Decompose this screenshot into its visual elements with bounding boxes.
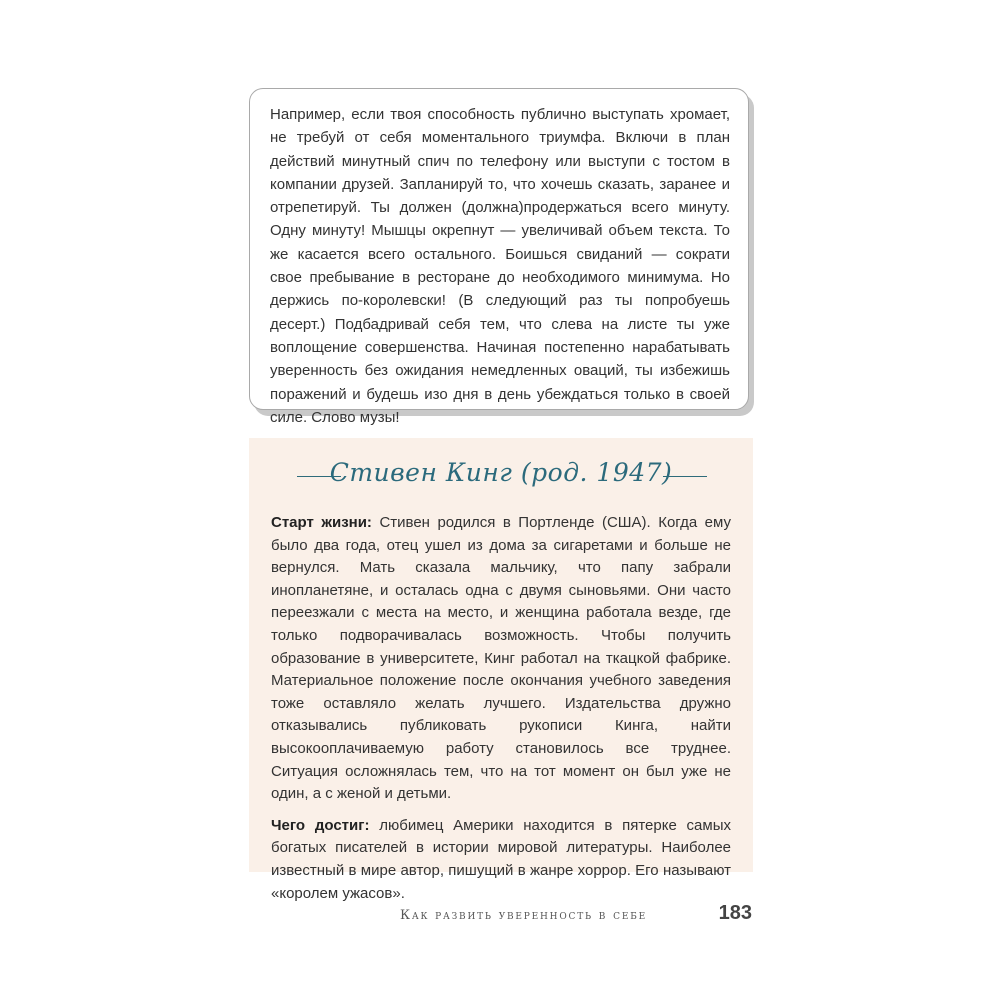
achievements-paragraph bbox=[271, 815, 731, 905]
life-start-text: Стивен родился в Портленде (США). Когда ему было два года, отец ушел из дома за сигаретами и больше не вернулся. Мать сказала мальчику, что папу забрали инопланетяне, и осталась одна с двумя сыновьями. Они часто переезжали с места на место, и женщина работала везде, где только подворачивалась возможность. Чтобы получить образование в университете, Кинг работал на ткацкой фабрике. Материальное положение после окончания учебного заведения тоже оставляло желать лучшего. Издательства дружно отказывались публиковать рукописи Кинга, найти высокооплачиваемую работу становилось все труднее. Ситуация осложнялась тем, что на тот момент он был уже не один, а с женой и детьми. bbox=[271, 514, 732, 803]
quote-text: Например, если твоя способность публично выступать хромает, не требуй от себя моментального триумфа. Включи в план действий минутный спич по телефону или выступи с тостом в компании друзей. Запланируй то, что хочешь сказать, заранее и отрепетируй. Ты должен (должна)продержаться всего минуту. Одну минуту! Мышцы окрепнут — увеличивай объем текста. То же касается всего остального. Боишься свиданий — сократи свое пребывание в ресторане до необходимого минимума. Но держись по-королевски! (В следующий раз ты попробуешь десерт.) Подбадривай себя тем, что слева на листе ты уже воплощение совершенства. Начиная постепенно нарабатывать уверенность без ожидания немедленных оваций, ты избежишь поражений и будешь изо дня в день убеждаться только в своей силе. Слово музы! bbox=[270, 106, 730, 426]
page-footer bbox=[400, 902, 752, 930]
running-title: Как развить уверенность в себе bbox=[400, 908, 647, 923]
biography-header bbox=[271, 438, 731, 512]
page-number: 183 bbox=[718, 902, 752, 924]
life-start-paragraph bbox=[271, 512, 731, 806]
achievements-label: Чего достиг: bbox=[271, 816, 370, 834]
life-start-label: Старт жизни: bbox=[271, 514, 372, 531]
achievements-text: любимец Америки находится в пятерке самых богатых писателей в истории мировой литературы. Наиболее известный в мире автор, пишущий в жанре хоррор. Его называют «королем ужасов». bbox=[271, 816, 731, 902]
title-rule-right bbox=[663, 476, 707, 477]
quote-box bbox=[249, 88, 749, 426]
biography-title: Стивен Кинг (род. 1947) bbox=[329, 458, 673, 487]
biography-box bbox=[249, 438, 753, 902]
